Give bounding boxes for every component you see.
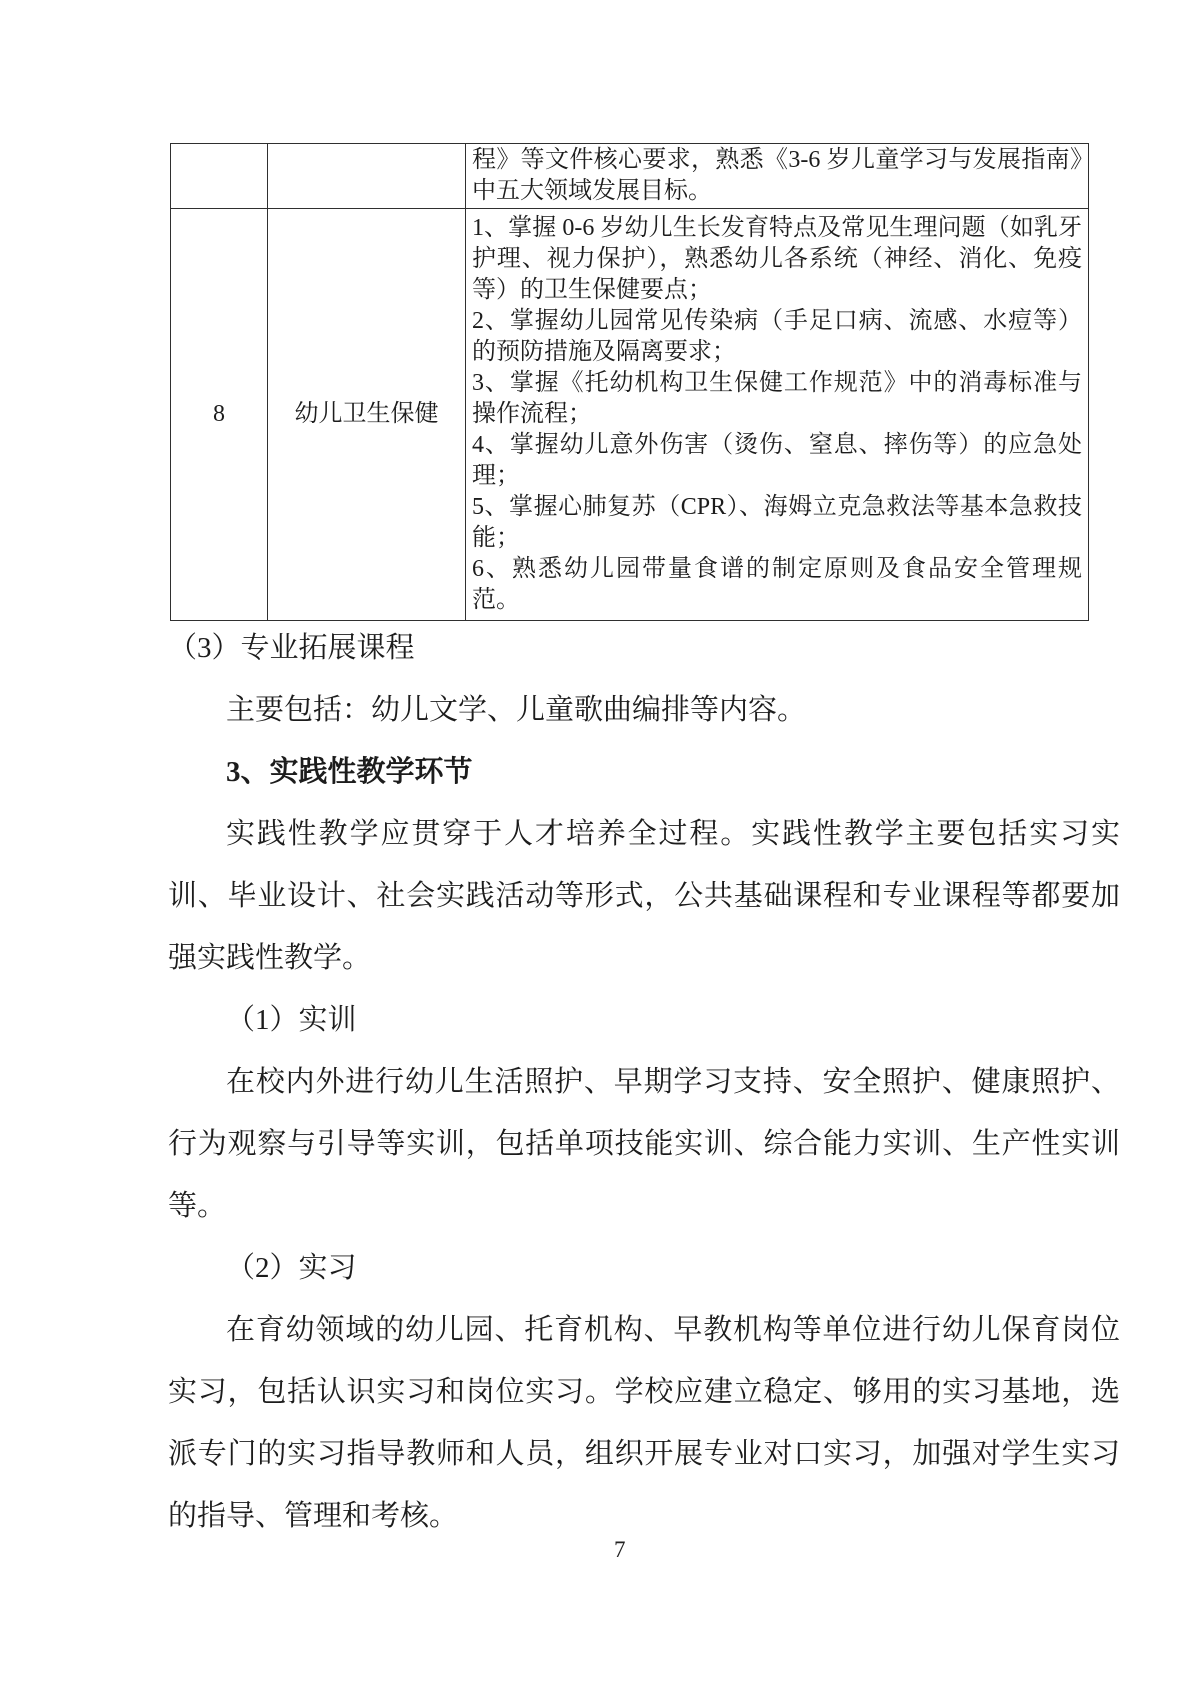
paragraph-practical-intro: 实践性教学应贯穿于人才培养全过程。实践性教学主要包括实习实训、毕业设计、社会实践活动等形式，公共基础课程和专业课程等都要加强实践性教学。 [168, 818, 1120, 974]
page-number: 7 [614, 1537, 626, 1562]
section-heading-practical-teaching: 3、实践性教学环节 [226, 756, 473, 788]
paragraph-expansion-desc: 主要包括：幼儿文学、儿童歌曲编排等内容。 [226, 694, 807, 726]
course-name-cell [268, 144, 466, 209]
requirement-item: 1、掌握 0-6 岁幼儿生长发育特点及常见生理问题（如乳牙护理、视力保护），熟悉幼儿各系统（神经、消化、免疫等）的卫生保健要点； [472, 215, 1082, 303]
table-row-8 [171, 209, 1089, 621]
serial-cell: 8 [171, 209, 268, 621]
requirement-item: 2、掌握幼儿园常见传染病（手足口病、流感、水痘等）的预防措施及隔离要求； [472, 308, 1082, 365]
section-heading-expansion-courses: （3）专业拓展课程 [168, 632, 415, 664]
paragraph-internship-desc: 在育幼领域的幼儿园、托育机构、早教机构等单位进行幼儿保育岗位实习，包括认识实习和岗位实习。学校应建立稳定、够用的实习基地，选派专门的实习指导教师和人员，组织开展专业对口实习，加强对学生实习的指导、管理和考核。 [168, 1314, 1120, 1532]
course-requirements-table [170, 143, 1089, 621]
body-text [168, 617, 1120, 1547]
paragraph-training-desc: 在校内外进行幼儿生活照护、早期学习支持、安全照护、健康照护、行为观察与引导等实训，包括单项技能实训、综合能力实训、生产性实训等。 [168, 1066, 1120, 1222]
requirements-cell [466, 209, 1089, 621]
subsection-heading-training: （1）实训 [226, 1004, 357, 1036]
serial-cell [171, 144, 268, 209]
requirement-item: 5、掌握心肺复苏（CPR）、海姆立克急救法等基本急救技能； [472, 494, 1082, 551]
requirement-item: 4、掌握幼儿意外伤害（烫伤、窒息、摔伤等）的应急处理； [472, 432, 1082, 489]
table-row-continued [171, 144, 1089, 209]
requirement-item: 3、掌握《托幼机构卫生保健工作规范》中的消毒标准与操作流程； [472, 370, 1082, 427]
requirement-item: 6、熟悉幼儿园带量食谱的制定原则及食品安全管理规范。 [472, 556, 1082, 613]
requirements-cell: 程》等文件核心要求，熟悉《3-6 岁儿童学习与发展指南》中五大领域发展目标。 [466, 144, 1089, 209]
subsection-heading-internship: （2）实习 [226, 1252, 357, 1284]
course-name-cell: 幼儿卫生保健 [268, 209, 466, 621]
